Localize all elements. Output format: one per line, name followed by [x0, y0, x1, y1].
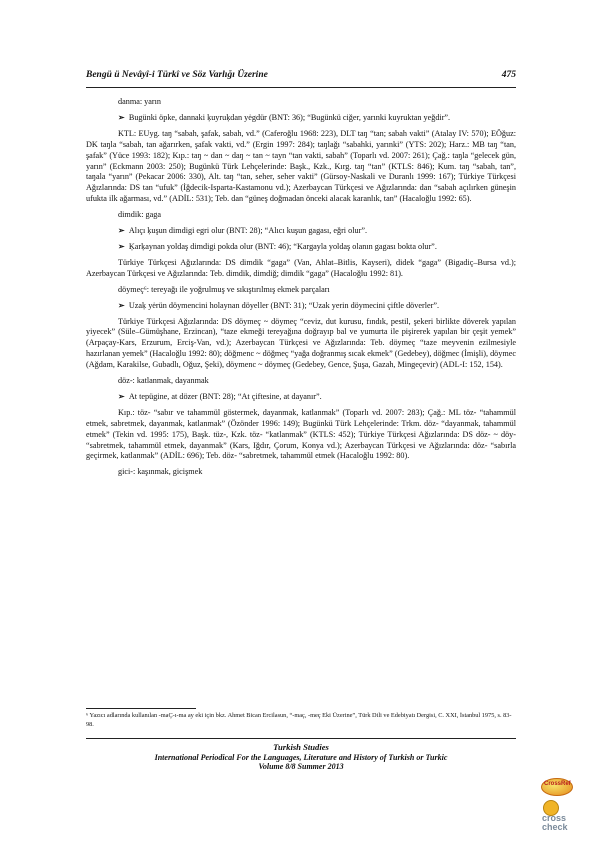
example-bullet: [86, 301, 516, 312]
journal-volume: Volume 8/8 Summer 2013: [258, 762, 344, 771]
arrow-icon: ➢: [118, 391, 125, 401]
header-rule: [86, 87, 516, 88]
footnote: [86, 712, 516, 729]
crossref-logo-text: CrossRef: [544, 781, 571, 787]
crossref-logo-icon[interactable]: [541, 778, 573, 796]
page-number: 475: [501, 70, 516, 80]
etymology-paragraph: Türkiye Türkçesi Ağızlarında: DS dimdik “gaga” (Van, Ahlat–Bitlis, Kayseri), didek “gaga” (Bigadiç–Bursa vd.); Azerbaycan Türkçesi ve Ağızlarında: Teb. dimdik, dimdiğ; dimdik “gaga” (Hacaloğlu 1992: 81).: [86, 257, 516, 278]
example-bullet: [86, 113, 516, 124]
footnote-text: Yazıcı adlarında kullanılan -maÇ-ı-ma ay eki için bkz. Ahmet Bican Ercilasun, “-maç, -meç Eki Üzerine”, Türk Dili ve Edebiyatı Dergisi, C. XXI, İstanbul 1975, s. 83-98.: [86, 712, 512, 728]
example-text: At tepügine, at dözer (BNT: 28); “At çiftesine, at dayanır”.: [128, 391, 322, 401]
example-text: Ķarķaynan yoldaş dimdigi pokda olur (BNT: 46); “Kargayla yoldaş olanın gagası bokta olur”.: [128, 241, 437, 251]
etymology-paragraph: Kıp.: töz- “sabır ve tahammül göstermek, dayanmak, katlanmak” (Toparlı vd. 2007: 283); Çağ.: ML töz- “tahammül etmek, sabretmek, dayanmak, katlanmak” (Özönder 1996: 149); Bugünkü Türk Lehçelerinde: Trkm. döz- “dayanmak, tahammül etmek” (Tekin vd. 1995: 175), Başk. tüz-, Kzk. töz- “katlanmak” (KTLS: 452); Türkiye Türkçesi Ağızlarında: DS döz- ~ döy- “sabretmek, tahammül etmek, dayanmak” (Kars, Iğdır, Çorum, Konya vd.); Azerbaycan Türkçesi ve Ağızlarında: döz- “sabırla geçirmek, katlanmak” (ADİL: 696); Teb. döz- “sabretmek, tahammül etmek (Hacaloğlu 1992: 80).: [86, 407, 516, 461]
example-bullet: [86, 226, 516, 237]
footer-rule: [86, 738, 516, 739]
headword: gici-: kaşınmak, gicişmek: [118, 467, 203, 477]
running-header: [86, 70, 516, 84]
headword: dimdik: gaga: [118, 210, 161, 220]
headword: döz-: katlanmak, dayanmak: [118, 376, 209, 386]
example-bullet: [86, 392, 516, 403]
article-body: [86, 97, 516, 483]
crosscheck-text-1: cross: [542, 813, 567, 823]
example-text: Bugünki öpke, dannaki ķuyruķdan yėgdür (BNT: 36); “Bugünkü ciğer, yarınki kuyruktan yeğdir”.: [128, 112, 451, 122]
footnote-rule: [86, 708, 196, 709]
running-title: Bengü ü Nevâyî-i Türkî ve Söz Varlığı Üzerine: [86, 70, 268, 80]
crosscheck-text-2: check: [542, 822, 568, 832]
journal-title: Turkish Studies: [273, 742, 329, 752]
arrow-icon: ➢: [118, 112, 125, 122]
journal-footer: [86, 743, 516, 772]
example-text: Uzaķ yėrün döymencini holaynan döyeller (BNT: 31); “Uzak yerin döymecini çiftle döverler”.: [128, 300, 440, 310]
footnote-mark: ⁶: [86, 712, 89, 719]
arrow-icon: ➢: [118, 300, 125, 310]
arrow-icon: ➢: [118, 226, 125, 236]
etymology-paragraph: KTL: EUyg. taŋ “sabah, şafak, sabah, vd.” (Caferoğlu 1968: 223), DLT taŋ “tan; sabah vakti” (Atalay IV: 570); EÖğuz: DK taŋla “sabah, tan ağarırken, şafak vakti, vd.” (Ergin 1997: 284); taŋlağı “sabahki, yarınki” (YTS: 202); Harz.: MB taŋ “tan, şafak” (Yüce 1993: 182); Kıp.: taŋ ~ dan ~ daŋ ~ tan ~ tayn “tan vakti, sabah” (Toparlı vd. 2007: 261); Çağ.: taŋla “gelecek gün, yarın” (Eckmann 2003: 250); Bugünkü Türk Lehçelerinde: Başk., Kzk., Kırg. taŋ “tan” (KTLS: 846); Kum. taŋ “sabah, tan”, taŋala “yarın” (Pekacar 2006: 330), Alt. taŋ “tan, seher, seher vakti” (Gürsoy-Naskali ve Duranlı 1999: 167); Türkiye Türkçesi Ağızlarında: DS tan “ufuk” (İğdecik-Isparta-Kastamonu vd.); Azerbaycan Türkçesi ve Ağızlarında: dan “sabah açılırken güneşin ufukta ilk ağarması, vd.” (ADİL: 531); Teb. dan “güneş doğmadan önceki alacak karanlık, tan” (Hacaloğlu 1992: 65).: [86, 128, 516, 204]
example-text: Alıçı ķuşun dimdigi egri olur (BNT: 28); “Alıcı kuşun gagası, eğri olur”.: [128, 226, 367, 236]
journal-subtitle: International Periodical For the Languages, Literature and History of Turkish or Turkic: [154, 752, 448, 762]
headword: danma: yarın: [118, 97, 161, 106]
arrow-icon: ➢: [118, 241, 125, 251]
example-bullet: [86, 242, 516, 253]
headword: döymeç⁶: tereyağı ile yoğrulmuş ve sıkıştırılmış ekmek parçaları: [118, 284, 330, 294]
crosscheck-logo-icon[interactable]: [540, 800, 576, 836]
etymology-paragraph: Türkiye Türkçesi Ağızlarında: DS döymeç ~ döymeç “ceviz, dut kurusu, fındık, pestil, şekeri birlikte döverek yapılan yiyecek” (Süle–Gümüşhane, Erzincan), “taze ekmeği tereyağına doğrayıp bal ve yumurta ile pişirerek yapılan bir çeşit yemek” (Arpaçay-Kars, Erzurum, Erciş-Van, vd.); Azerbaycan Türkçesi ve Ağızlarında: Teb. döymeç “taze meyvenin ezilmesiyle hazırlanan yemek” (Hacaloğlu 1992: 80); döğmenc ~ döğmeç “yağa doğranmış sıcak ekmek” (Gedebey), döğmec (İmişli), döymec (Ağdam, Karakilse, Gubadlı, Oğuz, Şeki), döymenc ~ döymeç (Gedebey, Gence, Şuşa, Gazah, Mingeçevir) (ADL-I: 152, 154).: [86, 316, 516, 370]
